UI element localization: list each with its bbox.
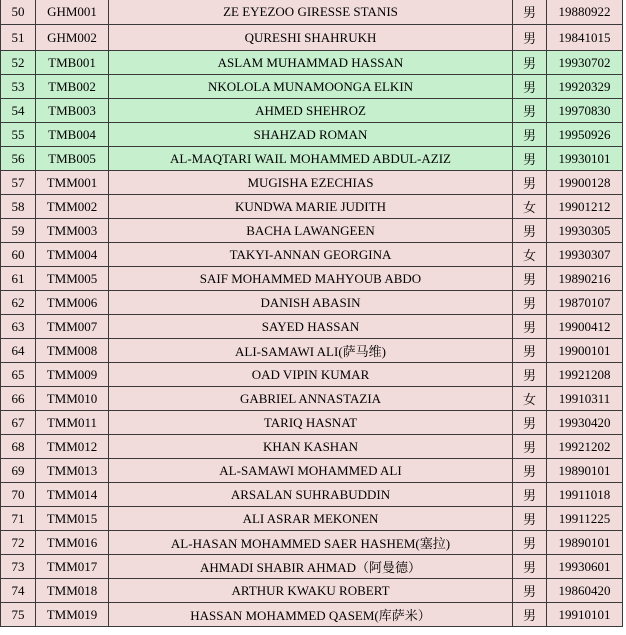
table-row [1,459,623,483]
table-row [1,315,623,339]
cell-student-name[interactable]: ZE EYEZOO GIRESSE STANIS [109,0,513,25]
cell-student-name[interactable]: HASSAN MOHAMMED QASEM(库萨米） [109,603,513,627]
cell-student-name[interactable]: ARSALAN SUHRABUDDIN [109,483,513,507]
cell-birth-date[interactable]: 19890101 [547,459,623,483]
table-row [1,0,623,25]
cell-gender[interactable]: 男 [513,531,547,555]
cell-student-code[interactable]: TMM012 [36,435,109,459]
cell-student-code[interactable]: TMM017 [36,555,109,579]
cell-row-number[interactable]: 50 [1,0,36,25]
cell-birth-date[interactable]: 19930307 [547,243,623,267]
cell-gender[interactable]: 男 [513,435,547,459]
table-row [1,435,623,459]
cell-row-number[interactable]: 75 [1,603,36,627]
table-row [1,555,623,579]
cell-birth-date[interactable]: 19901212 [547,195,623,219]
cell-student-name[interactable]: ARTHUR KWAKU ROBERT [109,579,513,603]
table-row [1,363,623,387]
cell-gender[interactable]: 男 [513,339,547,363]
cell-student-name[interactable]: NKOLOLA MUNAMOONGA ELKIN [109,75,513,99]
cell-birth-date[interactable]: 19900412 [547,315,623,339]
table-row [1,531,623,555]
table-row [1,603,623,627]
cell-birth-date[interactable]: 19930601 [547,555,623,579]
cell-student-name[interactable]: ASLAM MUHAMMAD HASSAN [109,51,513,75]
cell-row-number[interactable]: 66 [1,387,36,411]
cell-gender[interactable]: 男 [513,25,547,51]
table-row [1,219,623,243]
cell-student-name[interactable]: TAKYI-ANNAN GEORGINA [109,243,513,267]
cell-birth-date[interactable]: 19890216 [547,267,623,291]
cell-row-number[interactable]: 64 [1,339,36,363]
cell-row-number[interactable]: 63 [1,315,36,339]
table-row [1,171,623,195]
cell-student-code[interactable]: TMM004 [36,243,109,267]
cell-student-code[interactable]: GHM002 [36,25,109,51]
cell-gender[interactable]: 男 [513,483,547,507]
cell-birth-date[interactable]: 19880922 [547,0,623,25]
cell-birth-date[interactable]: 19860420 [547,579,623,603]
cell-row-number[interactable]: 62 [1,291,36,315]
cell-gender[interactable]: 男 [513,507,547,531]
table-row [1,483,623,507]
cell-gender[interactable]: 女 [513,195,547,219]
cell-gender[interactable]: 男 [513,219,547,243]
cell-gender[interactable]: 男 [513,603,547,627]
table-row [1,195,623,219]
table-row [1,339,623,363]
cell-birth-date[interactable]: 19890101 [547,531,623,555]
cell-student-name[interactable]: ALI-SAMAWI ALI(萨马维) [109,339,513,363]
cell-gender[interactable]: 男 [513,0,547,25]
cell-birth-date[interactable]: 19930305 [547,219,623,243]
cell-row-number[interactable]: 69 [1,459,36,483]
cell-student-name[interactable]: BACHA LAWANGEEN [109,219,513,243]
cell-row-number[interactable]: 51 [1,25,36,51]
table-row [1,579,623,603]
cell-student-code[interactable]: TMM009 [36,363,109,387]
cell-birth-date[interactable]: 19930702 [547,51,623,75]
cell-gender[interactable]: 男 [513,75,547,99]
cell-row-number[interactable]: 60 [1,243,36,267]
cell-student-code[interactable]: TMM018 [36,579,109,603]
cell-student-code[interactable]: TMM015 [36,507,109,531]
cell-student-name[interactable]: AHMED SHEHROZ [109,99,513,123]
cell-student-code[interactable]: TMM014 [36,483,109,507]
table-row [1,507,623,531]
cell-student-code[interactable]: TMM003 [36,219,109,243]
cell-student-code[interactable]: GHM001 [36,0,109,25]
cell-student-code[interactable]: TMM006 [36,291,109,315]
cell-row-number[interactable]: 61 [1,267,36,291]
cell-student-code[interactable]: TMM005 [36,267,109,291]
cell-student-code[interactable]: TMB005 [36,147,109,171]
cell-row-number[interactable]: 72 [1,531,36,555]
cell-row-number[interactable]: 56 [1,147,36,171]
cell-student-name[interactable]: DANISH ABASIN [109,291,513,315]
cell-birth-date[interactable]: 19910101 [547,603,623,627]
table-row [1,387,623,411]
cell-row-number[interactable]: 55 [1,123,36,147]
cell-row-number[interactable]: 73 [1,555,36,579]
cell-row-number[interactable]: 74 [1,579,36,603]
cell-birth-date[interactable]: 19921208 [547,363,623,387]
cell-student-name[interactable]: ALI ASRAR MEKONEN [109,507,513,531]
cell-student-code[interactable]: TMM011 [36,411,109,435]
cell-gender[interactable]: 男 [513,579,547,603]
table-row [1,51,623,75]
cell-student-name[interactable]: AL-HASAN MOHAMMED SAER HASHEM(塞拉) [109,531,513,555]
cell-birth-date[interactable]: 19930420 [547,411,623,435]
cell-row-number[interactable]: 71 [1,507,36,531]
cell-birth-date[interactable]: 19870107 [547,291,623,315]
cell-student-name[interactable]: SAYED HASSAN [109,315,513,339]
cell-birth-date[interactable]: 19920329 [547,75,623,99]
cell-gender[interactable]: 男 [513,99,547,123]
cell-gender[interactable]: 男 [513,459,547,483]
cell-student-name[interactable]: TARIQ HASNAT [109,411,513,435]
cell-student-name[interactable]: AL-MAQTARI WAIL MOHAMMED ABDUL-AZIZ [109,147,513,171]
cell-student-code[interactable]: TMM007 [36,315,109,339]
cell-birth-date[interactable]: 19900101 [547,339,623,363]
cell-gender[interactable]: 男 [513,315,547,339]
cell-student-name[interactable]: KUNDWA MARIE JUDITH [109,195,513,219]
cell-gender[interactable]: 男 [513,555,547,579]
cell-student-code[interactable]: TMM016 [36,531,109,555]
table-row [1,147,623,171]
cell-student-code[interactable]: TMB001 [36,51,109,75]
table-row [1,75,623,99]
cell-row-number[interactable]: 67 [1,411,36,435]
cell-row-number[interactable]: 58 [1,195,36,219]
cell-student-name[interactable]: QURESHI SHAHRUKH [109,25,513,51]
cell-student-code[interactable]: TMM002 [36,195,109,219]
table-row [1,291,623,315]
cell-student-code[interactable]: TMB003 [36,99,109,123]
cell-student-name[interactable]: OAD VIPIN KUMAR [109,363,513,387]
cell-student-code[interactable]: TMM008 [36,339,109,363]
cell-row-number[interactable]: 53 [1,75,36,99]
cell-gender[interactable]: 男 [513,363,547,387]
cell-row-number[interactable]: 65 [1,363,36,387]
cell-student-code[interactable]: TMM010 [36,387,109,411]
cell-student-name[interactable]: GABRIEL ANNASTAZIA [109,387,513,411]
cell-gender[interactable]: 男 [513,291,547,315]
cell-gender[interactable]: 女 [513,243,547,267]
cell-student-name[interactable]: SAIF MOHAMMED MAHYOUB ABDO [109,267,513,291]
cell-student-name[interactable]: KHAN KASHAN [109,435,513,459]
cell-student-code[interactable]: TMM001 [36,171,109,195]
table-row [1,243,623,267]
cell-birth-date[interactable]: 19910311 [547,387,623,411]
cell-row-number[interactable]: 57 [1,171,36,195]
cell-row-number[interactable]: 68 [1,435,36,459]
cell-student-name[interactable]: AHMADI SHABIR AHMAD（阿曼德） [109,555,513,579]
cell-student-name[interactable]: SHAHZAD ROMAN [109,123,513,147]
cell-row-number[interactable]: 70 [1,483,36,507]
cell-student-name[interactable]: MUGISHA EZECHIAS [109,171,513,195]
cell-student-code[interactable]: TMB002 [36,75,109,99]
cell-gender[interactable]: 女 [513,387,547,411]
cell-student-code[interactable]: TMM013 [36,459,109,483]
table-row [1,25,623,51]
cell-row-number[interactable]: 52 [1,51,36,75]
cell-birth-date[interactable]: 19950926 [547,123,623,147]
table-row [1,123,623,147]
cell-gender[interactable]: 男 [513,51,547,75]
cell-gender[interactable]: 男 [513,123,547,147]
cell-birth-date[interactable]: 19911225 [547,507,623,531]
cell-gender[interactable]: 男 [513,267,547,291]
cell-birth-date[interactable]: 19841015 [547,25,623,51]
cell-birth-date[interactable]: 19930101 [547,147,623,171]
table-body [1,0,623,627]
table-row [1,411,623,435]
cell-row-number[interactable]: 54 [1,99,36,123]
cell-birth-date[interactable]: 19970830 [547,99,623,123]
cell-gender[interactable]: 男 [513,411,547,435]
cell-gender[interactable]: 男 [513,147,547,171]
cell-student-code[interactable]: TMB004 [36,123,109,147]
table-row [1,99,623,123]
cell-birth-date[interactable]: 19900128 [547,171,623,195]
cell-gender[interactable]: 男 [513,171,547,195]
cell-birth-date[interactable]: 19911018 [547,483,623,507]
table-row [1,267,623,291]
cell-student-name[interactable]: AL-SAMAWI MOHAMMED ALI [109,459,513,483]
cell-birth-date[interactable]: 19921202 [547,435,623,459]
cell-student-code[interactable]: TMM019 [36,603,109,627]
cell-row-number[interactable]: 59 [1,219,36,243]
